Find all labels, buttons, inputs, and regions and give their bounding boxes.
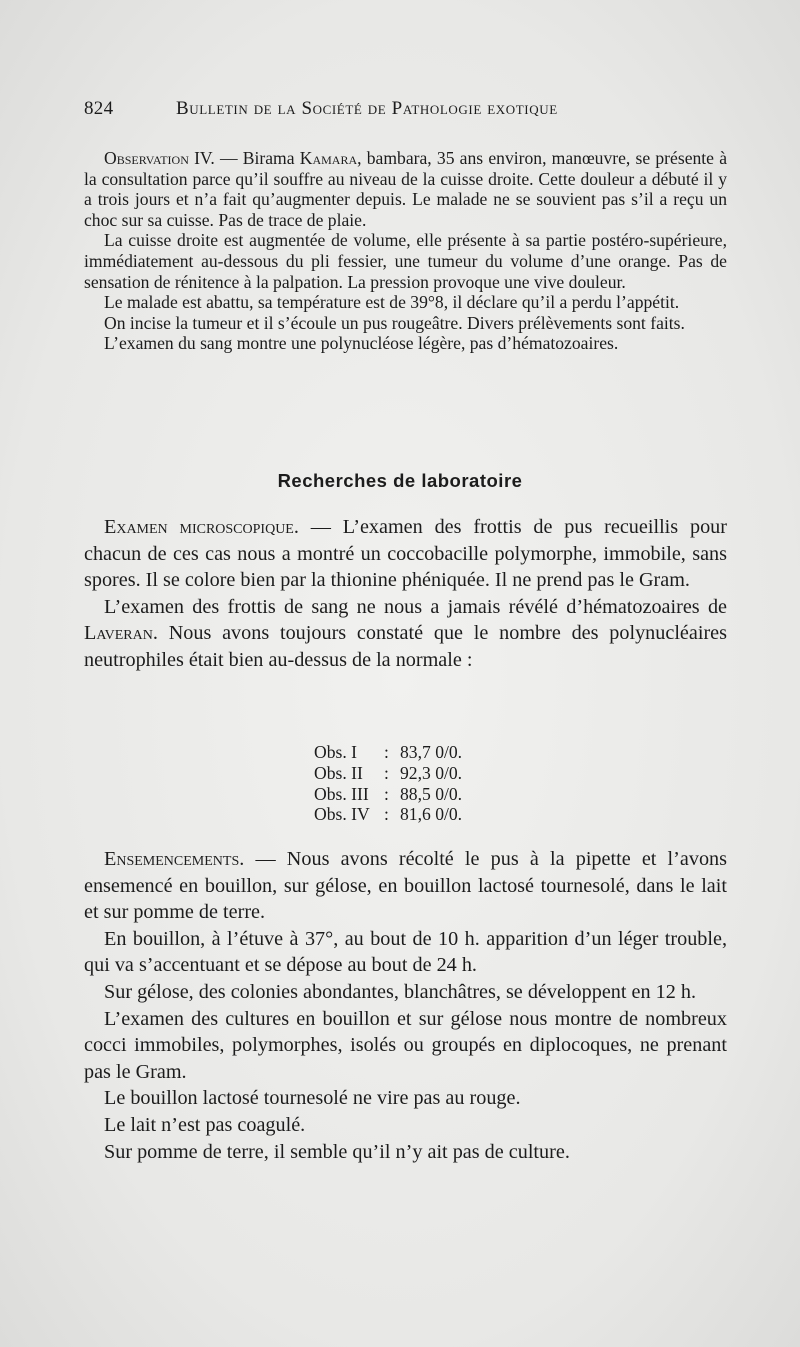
stat-row: Obs. II : 92,3 0/0. — [314, 763, 510, 784]
lab-block — [84, 514, 727, 674]
ens-label: Ensemencements. — [104, 848, 245, 870]
stat-row: Obs. III : 88,5 0/0. — [314, 784, 510, 805]
lab-paragraph: Examen microscopique. — L’examen des frottis de pus recueillis pour chacun de ces cas nous a montré un coccobacille polymorphe, immobile, sans spores. Il se colore bien par la thionine phéniquée. Il ne prend pas le Gram. — [84, 516, 727, 592]
observation-paragraph: Le malade est abattu, sa température est de 39°8, il déclare qu’il a perdu l’appétit. — [104, 292, 680, 313]
exam-label: Examen microscopique. — [104, 516, 299, 538]
observation-label: Observation IV. — [104, 148, 215, 168]
observation-paragraph: On incise la tumeur et il s’écoule un pus rougeâtre. Divers prélèvements sont faits. — [104, 312, 685, 333]
ens-paragraph: Ensemencements. — Nous avons récolté le pus à la pipette et l’avons ensemencé en bouillon, sur gélose, en bouillon lactosé tournesolé, dans le lait et sur pomme de terre. — [84, 848, 727, 924]
stat-label: Obs. III — [314, 783, 369, 804]
ens-paragraph: Le bouillon lactosé tournesolé ne vire pas au rouge. — [104, 1087, 521, 1110]
ensemencements-block — [84, 846, 727, 1165]
stat-value: 92,3 0/0. — [400, 762, 463, 783]
stat-value: 88,5 0/0. — [400, 783, 463, 804]
journal-title: Bulletin de la Société de Pathologie exotique — [176, 98, 558, 119]
stat-row: Obs. IV : 81,6 0/0. — [314, 804, 510, 825]
stat-value: 81,6 0/0. — [400, 804, 463, 825]
page-number: 824 — [84, 98, 114, 119]
observation-block — [84, 148, 727, 354]
neutrophil-stats — [314, 742, 510, 825]
observation-paragraph: La cuisse droite est augmentée de volume, elle présente à sa partie postéro-supérieure, immédiatement au-dessous du pli fessier, une tumeur du volume d’une orange. Pas de sensation de rénitence à la palpation. La pression provoque une vive douleur. — [84, 230, 727, 292]
ens-paragraph: Sur gélose, des colonies abondantes, blanchâtres, se développent en 12 h. — [104, 980, 697, 1003]
stat-label: Obs. II — [314, 762, 363, 783]
stat-label: Obs. IV — [314, 804, 370, 825]
ens-paragraph: L’examen des cultures en bouillon et sur gélose nous montre de nombreux cocci immobiles, polymorphes, isolés ou groupés en diplocoques, ne prenant pas le Gram. — [84, 1007, 727, 1083]
ens-paragraph: Le lait n’est pas coagulé. — [104, 1113, 306, 1136]
stat-value: 83,7 0/0. — [400, 742, 463, 762]
ens-paragraph: En bouillon, à l’étuve à 37°, au bout de 10 h. apparition d’un léger trouble, qui va s’accentuant et se dépose au bout de 24 h. — [84, 927, 727, 977]
patient-name: Kamara — [299, 148, 358, 168]
observation-paragraph: Observation IV. — Birama Kamara, bambara, 35 ans environ, manœuvre, se présente à la consultation parce qu’il souffre au niveau de la cuisse droite. Cette douleur a débuté il y a trois jours et n’a fait qu’augmenter depuis. Le malade ne se souvient pas s’il a reçu un choc sur sa cuisse. Pas de trace de plaie. — [84, 148, 727, 230]
observation-paragraph: L’examen du sang montre une polynucléose légère, pas d’hématozoaires. — [104, 333, 619, 354]
author-name: Laveran — [84, 622, 153, 645]
ens-paragraph: Sur pomme de terre, il semble qu’il n’y ait pas de culture. — [104, 1140, 570, 1163]
section-title: Recherches de laboratoire — [277, 470, 523, 491]
lab-paragraph: L’examen des frottis de sang ne nous a jamais révélé d’hématozoaires de Laveran. Nous avons toujours constaté que le nombre des polynucléaires neutrophiles était bien au-dessus de la normale : — [84, 595, 727, 671]
stat-label: Obs. I — [314, 742, 358, 762]
stat-row: Obs. I : 83,7 0/0. — [314, 742, 510, 763]
